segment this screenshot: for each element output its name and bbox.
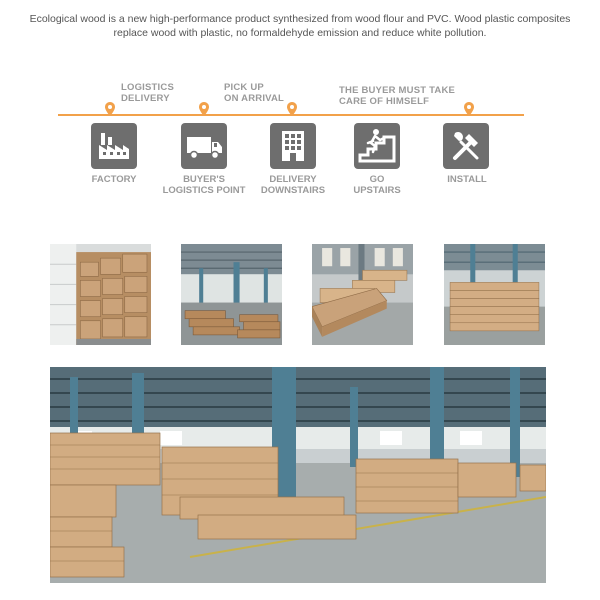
location-pin-icon bbox=[105, 102, 115, 116]
location-pin-icon bbox=[464, 102, 474, 116]
step-label-logistics-point: BUYER'S LOGISTICS POINT bbox=[162, 174, 246, 196]
stage-label-logistics-delivery: LOGISTICS DELIVERY bbox=[121, 82, 174, 104]
stage-label-buyer-care: THE BUYER MUST TAKE CARE OF HIMSELF bbox=[339, 85, 456, 107]
factory-icon bbox=[91, 123, 137, 169]
step-label-install: INSTALL bbox=[447, 174, 487, 185]
warehouse-photo-neat-stacks bbox=[444, 244, 545, 345]
intro-line-1: Ecological wood is a new high-performance product synthesized from wood flour and PVC. Wood plastic composites bbox=[29, 13, 571, 25]
step-label-upstairs: GO UPSTAIRS bbox=[353, 174, 401, 196]
warehouse-photo-main bbox=[50, 367, 546, 583]
warehouse-photo-pallets bbox=[312, 244, 413, 345]
building-icon bbox=[270, 123, 316, 169]
warehouse-photo-stacked-boxes bbox=[50, 244, 151, 345]
location-pin-icon bbox=[199, 102, 209, 116]
stairs-icon bbox=[354, 123, 400, 169]
step-label-downstairs: DELIVERY DOWNSTAIRS bbox=[260, 174, 326, 196]
location-pin-icon bbox=[287, 102, 297, 116]
step-label-factory: FACTORY bbox=[91, 174, 137, 185]
truck-icon bbox=[181, 123, 227, 169]
stage-label-pick-up: PICK UP ON ARRIVAL bbox=[224, 82, 285, 104]
warehouse-photo-board-stacks bbox=[181, 244, 282, 345]
intro-text bbox=[20, 12, 580, 40]
intro-line-2: replace wood with plastic, no formaldehyde emission and reduce white pollution. bbox=[113, 27, 487, 39]
tools-icon bbox=[443, 123, 489, 169]
